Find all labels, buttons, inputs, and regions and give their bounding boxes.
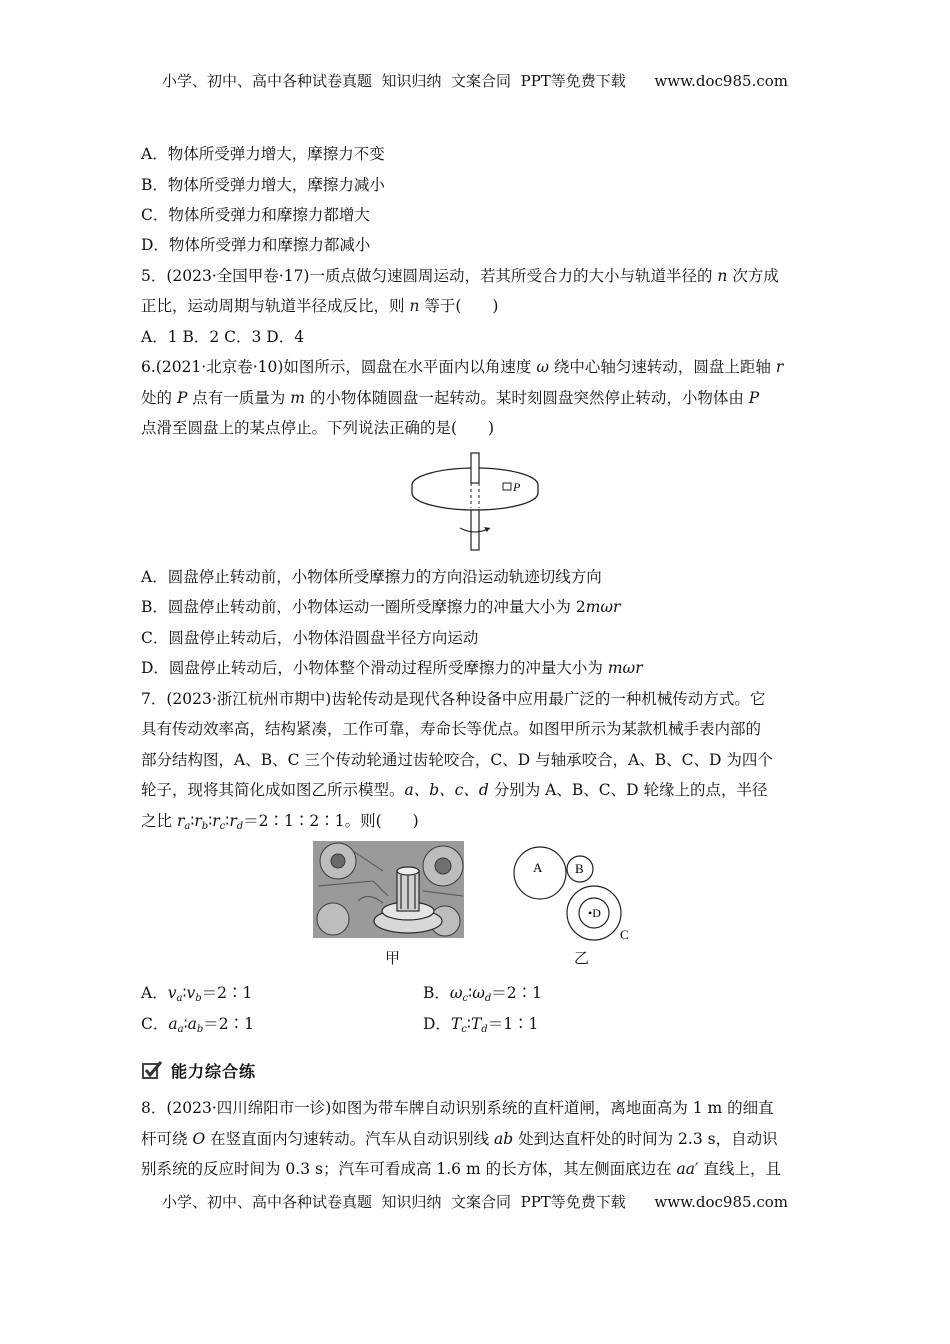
wheel-a-label: A [533, 860, 543, 875]
q6-stem-line2: 处的 P 点有一质量为 m 的小物体随圆盘一起转动。某时刻圆盘突然停止转动，小物体由 P [141, 389, 760, 407]
page-header: 小学、初中、高中各种试卷真题 知识归纳 文案合同 PPT等免费下载 www.doc985.com [161, 72, 788, 90]
section-title: 能力综合练 [171, 1061, 257, 1081]
figure-jia-caption: 甲 [385, 949, 401, 967]
q4-option-d: D．物体所受弹力和摩擦力都减小 [141, 236, 371, 254]
q4-option-a: A．物体所受弹力增大，摩擦力不变 [141, 145, 385, 163]
q6-option-c: C．圆盘停止转动后，小物体沿圆盘半径方向运动 [141, 629, 479, 647]
disk-point-label: P [513, 480, 521, 494]
q5-stem-line1: 5．(2023·全国甲卷·17)一质点做匀速圆周运动，若其所受合力的大小与轨道半径的 n 次方成 [141, 267, 779, 285]
q4-option-b: B．物体所受弹力增大，摩擦力减小 [141, 176, 385, 194]
q7-option-c: C．$a_a∶a_b=2∶1$ [141, 1015, 255, 1035]
q5-options: A．1 B．2 C．3 D．4 [141, 328, 305, 346]
q8-stem-line2: 杆可绕 O 在竖直面内匀速转动。汽车从自动识别线 ab 处到达直杆处的时间为 2.3 s，自动识 [141, 1130, 778, 1148]
q8-stem-line3: 别系统的反应时间为 0.3 s；汽车可看成高 1.6 m 的长方体，其左侧面底边在 aa′ 直线上，且 [141, 1160, 781, 1178]
q7-option-a: A．$v_a∶v_b=2∶1$ [141, 984, 253, 1004]
q7-stem-line5: 之比 $r_a∶r_b∶r_c∶r_d=2∶1∶2∶1$。则( ) [141, 812, 419, 832]
q7-stem-line4: 轮子，现将其简化成如图乙所示模型。a、b、c、d 分别为 A、B、C、D 轮缘上的点，半径 [141, 781, 768, 799]
q7-option-d: D．$T_c∶T_d=1∶1$ [423, 1015, 539, 1035]
wheel-b-label: B [575, 861, 584, 876]
q6-stem-line3: 点滑至圆盘上的某点停止。下列说法正确的是( ) [141, 419, 495, 437]
q6-stem-line1: 6.(2021·北京卷·10)如图所示，圆盘在水平面内以角速度 ω 绕中心轴匀速转动，圆盘上距轴 r [141, 358, 784, 376]
wheel-c-label: C [620, 927, 629, 942]
q8-stem-line1: 8．(2023·四川绵阳市一诊)如图为带车牌自动识别系统的直杆道闸，离地面高为 1 m 的细直 [141, 1099, 774, 1117]
wheel-d-label: •D [588, 906, 601, 920]
q5-stem-line2: 正比，运动周期与轨道半径成反比，则 n 等于( ) [141, 297, 499, 315]
q7-stem-line1: 7．(2023·浙江杭州市期中)齿轮传动是现代各种设备中应用最广泛的一种机械传动方式。它 [141, 690, 766, 708]
q6-option-b: B．圆盘停止转动前，小物体运动一圈所受摩擦力的冲量大小为 2mωr [141, 598, 621, 616]
rotating-disk-figure [400, 450, 550, 555]
q7-stem-line2: 具有传动效率高，结构紧凑，工作可靠，寿命长等优点。如图甲所示为某款机械手表内部的 [141, 720, 762, 738]
q7-stem-line3: 部分结构图，A、B、C 三个传动轮通过齿轮咬合，C、D 与轴承咬合，A、B、C、D 为四个 [141, 751, 773, 769]
q6-option-d: D．圆盘停止转动后，小物体整个滑动过程所受摩擦力的冲量大小为 mωr [141, 659, 643, 677]
section-heading [141, 1056, 256, 1084]
wheel-model-diagram [510, 845, 635, 945]
q7-option-b: B．$\omega_c∶\omega_d=2∶1$ [423, 984, 542, 1004]
checkmark-icon [141, 1060, 163, 1080]
page-footer: 小学、初中、高中各种试卷真题 知识归纳 文案合同 PPT等免费下载 www.doc985.com [161, 1193, 788, 1211]
q4-option-c: C．物体所受弹力和摩擦力都增大 [141, 206, 370, 224]
figure-yi-caption: 乙 [574, 949, 590, 967]
watch-gear-photo [313, 841, 464, 938]
q6-option-a: A．圆盘停止转动前，小物体所受摩擦力的方向沿运动轨迹切线方向 [141, 568, 602, 586]
